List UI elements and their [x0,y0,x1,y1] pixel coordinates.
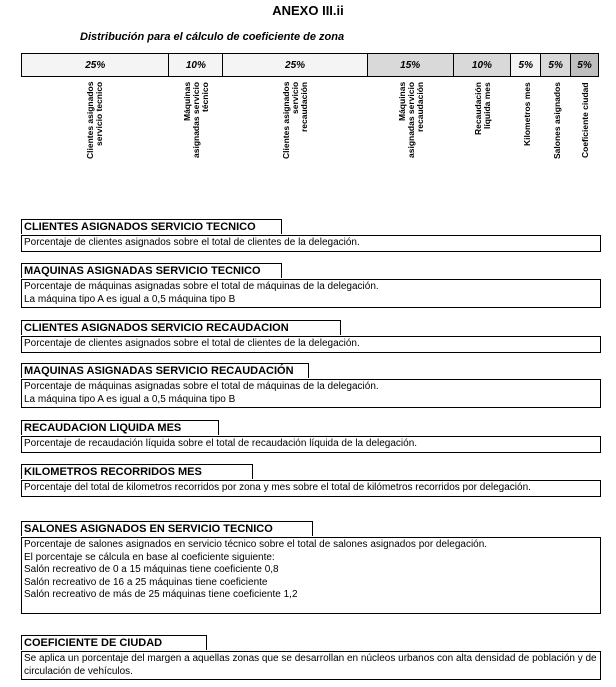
label-col [512,82,542,182]
section-line: Salón recreativo de 16 a 25 máquinas tiene coeficiente [24,576,268,588]
distribution-subtitle: Distribución para el cálculo de coeficiente de zona [80,31,345,43]
section-line: Porcentaje de clientes asignados sobre el total de clientes de la delegación. [24,237,360,248]
section-spacer [24,602,598,612]
section-line: Porcentaje de recaudación líquida sobre el total de recaudación líquida de la delegación. [24,438,418,449]
label-col [572,82,599,182]
label-col [169,82,223,182]
pct-kilometros: 5% [511,54,541,76]
label-maquinas-recaudacion: Máquinas asignadas servicio recaudación [396,82,425,159]
section-heading: CLIENTES ASIGNADOS SERVICIO TECNICO [21,219,282,234]
label-maquinas-tecnico: Máquinas asignadas servicio técnico [181,82,210,159]
section-body [21,436,601,453]
section-line: Porcentaje de salones asignados en servicio técnico sobre el total de salones asignados por delegación. [24,539,488,550]
pct-maquinas-tecnico: 10% [169,54,223,76]
pct-clientes-tecnico: 25% [22,54,169,76]
section-coeficiente-ciudad [21,633,601,680]
section-maquinas-tecnico [21,261,601,308]
distribution-labels [21,82,599,182]
label-kilometros: Kilometros mes [521,82,532,146]
label-clientes-recaudacion: Clientes asignados servicio recaudación [281,82,309,160]
section-line: La máquina tipo A es igual a 0,5 máquina tipo B [24,393,236,405]
pct-salones: 5% [541,54,571,76]
section-recaudacion-liquida [21,418,601,453]
section-heading: COEFICIENTE DE CIUDAD [21,635,207,650]
section-heading: MAQUINAS ASIGNADAS SERVICIO TECNICO [21,263,282,278]
section-salones [21,519,601,614]
section-line: Porcentaje de máquinas asignadas sobre el total de máquinas de la delegación. [24,381,379,392]
section-heading: MAQUINAS ASIGNADAS SERVICIO RECAUDACIÓN [21,363,309,378]
section-line: Salón recreativo de más de 25 máquinas tiene coeficiente 1,2 [24,589,298,600]
section-heading: RECAUDACION LIQUIDA MES [21,420,219,435]
section-line: Porcentaje del total de kilometros recorridos por zona y mes sobre el total de kilómetros recorridos por delegación. [24,482,531,493]
label-coeficiente-ciudad: Coeficiente ciudad [580,82,590,158]
section-line: Se aplica un porcentaje del margen a aquellas zonas que se desarrollan en núcleos urbanos con alta densidad de población y de circulación de vehículos. [24,653,597,677]
label-col [454,82,512,182]
section-maquinas-recaudacion [21,361,601,408]
section-line: Porcentaje de máquinas asignadas sobre el total de máquinas de la delegación. [24,281,379,292]
pct-coeficiente-ciudad: 5% [571,54,598,76]
label-clientes-tecnico: Clientes asignados servicio tecnico [85,82,104,160]
label-recaudacion-liquida: Recaudación líquida mes [473,82,492,135]
label-salones: Salones asignados [551,82,562,159]
section-line: Porcentaje de clientes asignados sobre el total de clientes de la delegación. [24,338,360,349]
section-body [21,279,601,308]
page-title: ANEXO III.ii [272,3,344,18]
section-heading: CLIENTES ASIGNADOS SERVICIO RECAUDACION [21,320,341,335]
section-line: Salón recreativo de 0 a 15 máquinas tiene coeficiente 0,8 [24,564,279,575]
distribution-bar [21,53,599,77]
section-line: El porcentaje se cálcula en base al coeficiente siguiente: [24,551,275,563]
section-body [21,651,601,680]
section-heading: SALONES ASIGNADOS EN SERVICIO TECNICO [21,521,313,536]
section-heading: KILOMETROS RECORRIDOS MES [21,464,253,479]
section-kilometros [21,462,601,497]
pct-recaudacion-liquida: 10% [454,54,512,76]
section-body [21,336,601,353]
section-body [21,537,601,614]
label-col [223,82,368,182]
pct-clientes-recaudacion: 25% [223,54,368,76]
label-col [368,82,454,182]
section-clientes-tecnico [21,217,601,252]
section-body [21,480,601,497]
section-body [21,379,601,408]
label-col [542,82,572,182]
section-body [21,235,601,252]
section-line: La máquina tipo A es igual a 0,5 máquina tipo B [24,293,236,305]
pct-maquinas-recaudacion: 15% [368,54,454,76]
section-clientes-recaudacion [21,318,601,353]
label-col [21,82,169,182]
